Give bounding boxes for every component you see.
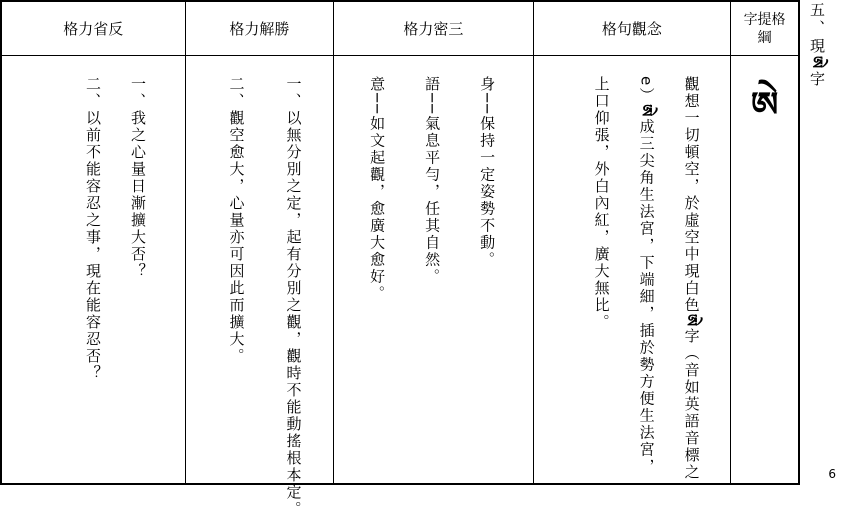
header-understanding: 格力解勝: [186, 2, 334, 56]
three-secrets-body: 身──保持一定姿勢不動。: [478, 76, 497, 269]
column-reflection: [2, 2, 186, 483]
header-contemplation: 格句觀念: [534, 2, 731, 56]
tibetan-e-glyph: ཨེ: [682, 314, 701, 329]
column-contemplation: [534, 2, 732, 483]
header-key-syllable: 字提格綱: [731, 2, 798, 56]
understanding-item-1: 一、以無分別之定，起有分別之觀，觀時不能動搖根本定。: [284, 76, 303, 518]
section-title: 五、現ཨེ字: [808, 2, 826, 90]
reflection-item-2: 二、以前不能容忍之事，現在能容忍否？: [84, 76, 102, 382]
reflection-item-1: 一、我之心量日漸擴大否？: [129, 76, 147, 280]
tibetan-e-glyph: ཨེ: [808, 56, 826, 72]
three-secrets-speech: 語──氣息平勻，任其自然。: [423, 76, 442, 286]
page-number: 6: [828, 467, 836, 481]
tibetan-e-glyph: ཨེ: [637, 104, 656, 119]
three-secrets-mind: 意──如文起觀，愈廣大愈好。: [368, 76, 387, 303]
contemplation-line-2: e）ཨེ成三尖角生法宮，下端細，插於勢方便生法宮，: [637, 76, 656, 476]
understanding-item-2: 二、觀空愈大，心量亦可因此而擴大。: [227, 76, 246, 365]
tibetan-e-large-glyph: ཨེ: [750, 85, 779, 125]
contemplation-line-3: 上口仰張，外白內紅，廣大無比。: [592, 76, 611, 331]
header-reflection: 格力省反: [2, 2, 185, 56]
column-key-syllable: [731, 2, 800, 483]
contemplation-line-1: 觀想一切頓空，於虛空中現白色ཨེ字（音如英語音標之: [682, 76, 701, 482]
column-three-secrets: [334, 2, 534, 483]
header-three-secrets: 格力密三: [334, 2, 533, 56]
column-understanding: [186, 2, 335, 518]
